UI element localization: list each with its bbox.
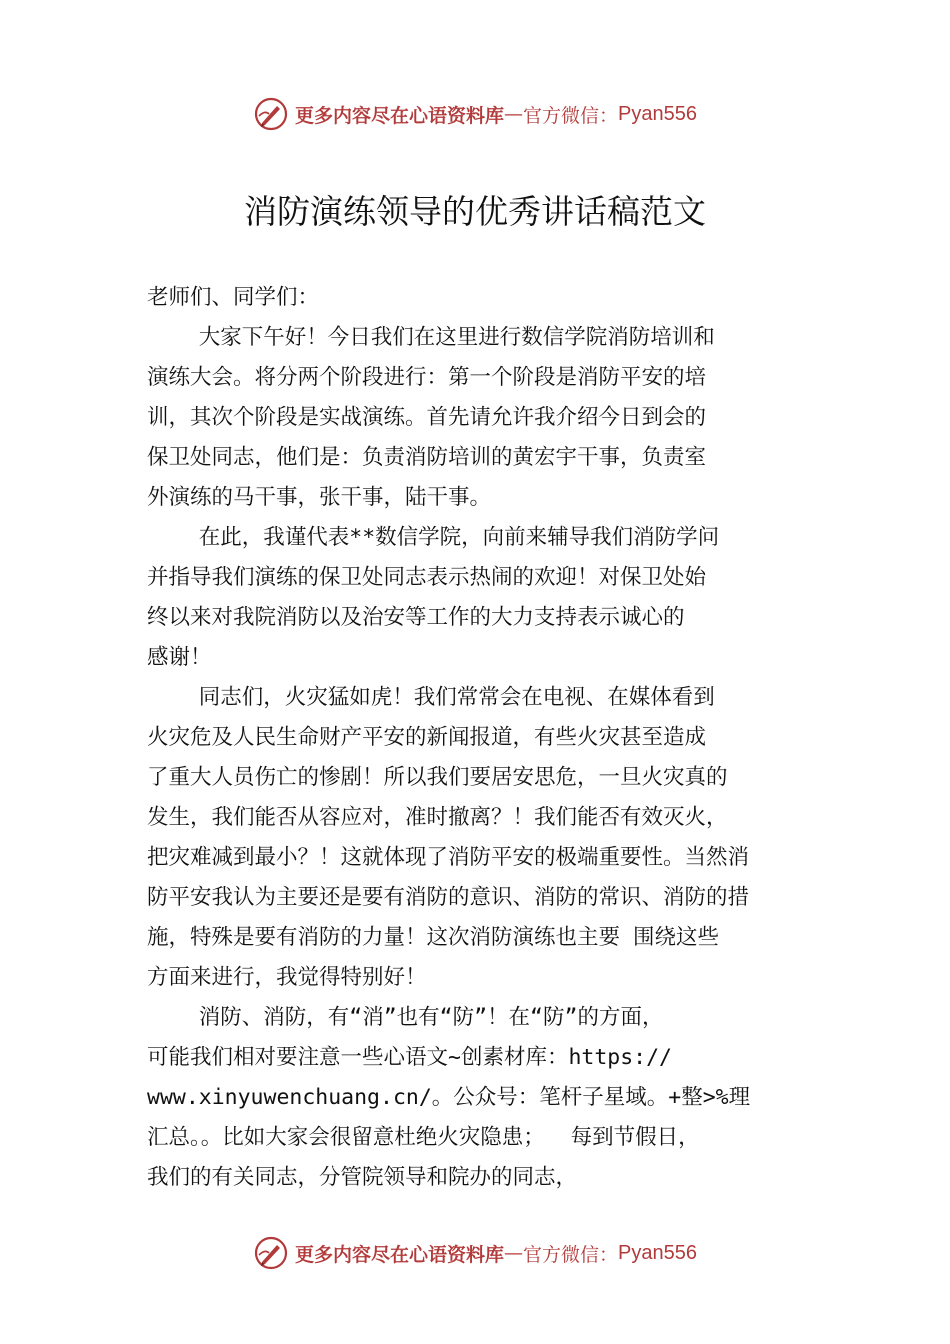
body-line: 防平安我认为主要还是要有消防的意识、消防的常识、消防的措 (147, 885, 750, 910)
body-line: 在此，我谨代表**数信学院，向前来辅导我们消防学问 (147, 525, 720, 550)
banner-wechat-id: Pyan556 (618, 1241, 697, 1264)
body-line: 发生，我们能否从容应对，准时撤离？！我们能否有效灭火， (147, 805, 728, 830)
body-line: 我们的有关同志，分管院领导和院办的同志， (147, 1165, 578, 1190)
body-line: 汇总。。比如大家会很留意杜绝火灾隐患； 每到节假日， (147, 1125, 700, 1150)
body-line: 消防、消防，有“消”也有“防”！在“防”的方面， (147, 1005, 664, 1030)
pen-logo-icon (253, 1235, 289, 1271)
body-line: 方面来进行，我觉得特别好！ (147, 965, 427, 990)
body-line: 把灾难减到最小？！这就体现了消防平安的极端重要性。当然消 (147, 845, 750, 870)
banner-wechat-label: 官方微信： (523, 104, 619, 127)
body-line: www.xinyuwenchuang.cn/。公众号：笔杆子星域。+整>%理 (147, 1085, 751, 1110)
body-line: 保卫处同志，他们是：负责消防培训的黄宏宇干事，负责室 (147, 445, 707, 470)
body-line: 老师们、同学们： (147, 285, 320, 310)
body-line: 火灾危及人民生命财产平安的新闻报道，有些火灾甚至造成 (147, 725, 707, 750)
banner-dash: — (504, 1242, 524, 1264)
footer-banner (0, 1231, 950, 1275)
banner-wechat-label: 官方微信： (523, 1243, 619, 1266)
body-line: 施，特殊是要有消防的力量！这次消防演练也主要 围绕这些 (147, 925, 719, 950)
body-line: 演练大会。将分两个阶段进行：第一个阶段是消防平安的培 (147, 365, 707, 390)
header-banner (0, 92, 950, 136)
body-line: 终以来对我院消防以及治安等工作的大力支持表示诚心的 (147, 605, 685, 630)
body-line: 外演练的马干事，张干事，陆干事。 (147, 485, 492, 510)
body-line: 并指导我们演练的保卫处同志表示热闹的欢迎！对保卫处始 (147, 565, 707, 590)
body-line: 训，其次个阶段是实战演练。首先请允许我介绍今日到会的 (147, 405, 707, 430)
body-line: 了重大人员伤亡的惨剧！所以我们要居安思危，一旦火灾真的 (147, 765, 728, 790)
document-title: 消防演练领导的优秀讲话稿范文 (244, 192, 706, 231)
document-body (147, 278, 837, 1198)
banner-dash: — (504, 103, 524, 125)
pen-logo-icon (253, 96, 289, 132)
body-line: 感谢！ (147, 645, 212, 670)
banner-left-text: 更多内容尽在心语资料库 (295, 1243, 505, 1266)
body-line: 同志们，火灾猛如虎！我们常常会在电视、在媒体看到 (147, 685, 715, 710)
banner-left-text: 更多内容尽在心语资料库 (295, 104, 505, 127)
body-line: 可能我们相对要注意一些心语文~创素材库：https:// (147, 1045, 672, 1070)
banner-wechat-id: Pyan556 (618, 102, 697, 125)
body-line: 大家下午好！今日我们在这里进行数信学院消防培训和 (147, 325, 715, 350)
